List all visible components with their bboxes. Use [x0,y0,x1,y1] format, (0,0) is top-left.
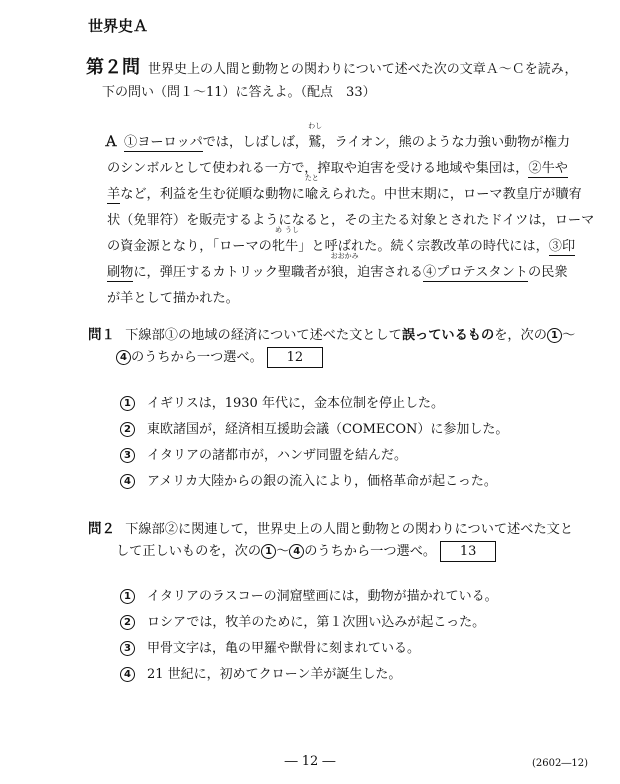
underline-2-cont: 羊 [107,187,121,202]
intro-line-1: 世界史上の人間と動物との関わりについて述べた次の文章Ａ～Ｃを読み， [148,62,578,77]
q1-answer-box[interactable]: 12 [267,347,323,368]
q1-option-4[interactable]: 4 アメリカ大陸からの銀の流入により，価格革命が起こった。 [120,470,497,489]
passage-line-2: のシンボルとして使われる一方で，搾取や迫害を受ける地域や集団は，②牛や [107,161,568,176]
passage-line-7: が羊として描かれた。 [107,291,239,306]
q2-option-2[interactable]: 2 ロシアでは，牧羊のために，第１次囲い込みが起こった。 [120,611,485,630]
ruby-tato: たと 喩 [304,174,319,202]
q2-line-1: 問２ 下線部②に関連して，世界史上の人間と動物との関わりについて述べた文と [88,521,574,537]
passage-line-1: ①ヨーロッパでは，しばしば， わし 鷲，ライオン，熊のような力強い動物が権力 [124,122,571,150]
underline-1: ①ヨーロッパ [124,135,203,150]
q2-option-4[interactable]: 4 21 世紀に，初めてクローン羊が誕生した。 [120,663,401,682]
q1-option-3[interactable]: 3 イタリアの諸都市が，ハンザ同盟を結んだ。 [120,444,407,463]
passage-line-4: 状（免罪符）を販売するようになると，その主たる対象とされたドイツは，ローマ [107,213,595,228]
underline-4: ④プロテスタント [422,265,528,280]
ruby-okami: おおかみ 狼 [330,252,359,280]
passage-label: Ａ [104,134,118,150]
q2-label: 問２ [88,521,115,537]
q1-label: 問１ [88,327,115,343]
passage-line-5: の資金源となり，「ローマの め 牝 うし 牛」と呼ばれた。続く宗教改革の時代には，③印 [107,226,576,254]
passage-line-3: 羊など，利益を生む従順な動物に たと 喩えられた。中世末期に，ローマ教皇庁が贖宥 [107,174,582,202]
passage-line-6: 刷物に，弾圧するカトリック聖職者が おおかみ 狼，迫害される④プロテスタントの民衆 [107,252,568,280]
underline-3: ③印 [548,239,576,254]
q2-option-1[interactable]: 1 イタリアのラスコーの洞窟壁画には，動物が描かれている。 [120,585,498,604]
ruby-mesu: め 牝 [271,226,286,254]
page-number: ― 12 ― [284,754,336,769]
ruby-washi: わし 鷲 [308,122,323,150]
intro-line-2: 下の問い（問１～11）に答えよ。（配点 33） [102,85,376,100]
q1-line-1: 問１ 下線部①の地域の経済について述べた文として誤っているものを，次の 1 ～ [88,327,576,343]
subject-title: 世界史Ａ [88,17,149,35]
q2-option-3[interactable]: 3 甲骨文字は，亀の甲羅や獣骨に刻まれている。 [120,637,420,656]
q1-option-2[interactable]: 2 東欧諸国が，経済相互援助会議（COMECON）に参加した。 [120,418,508,437]
underline-2: ②牛や [528,161,568,176]
ruby-ushi: うし 牛 [285,226,300,254]
q1-option-1[interactable]: 1 イギリスは，1930 年代に，金本位制を停止した。 [120,392,444,411]
q2-line-2: して正しいものを，次の 1 ～ 4 のうちから一つ選べ。 13 [116,540,496,562]
q2-answer-box[interactable]: 13 [440,541,496,562]
underline-3-cont: 刷物 [107,265,134,280]
question-number: 第２問 [86,57,140,78]
q1-line-2: 4 のうちから一つ選べ。 12 [116,346,323,368]
page-code: (2602―12) [532,758,588,769]
